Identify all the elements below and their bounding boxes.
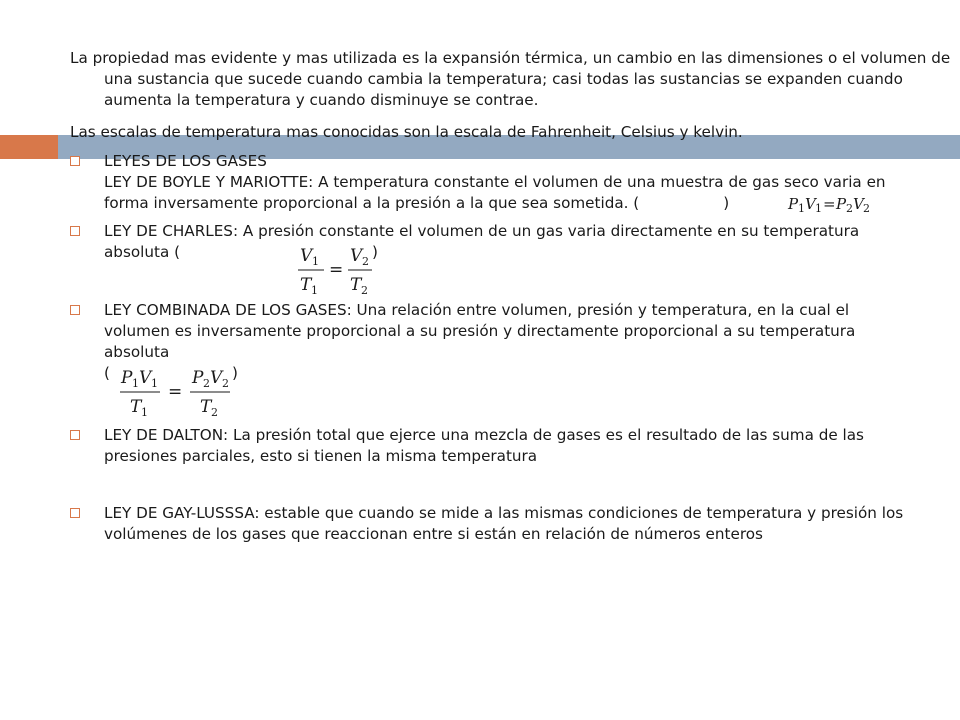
- svg-text:1: 1: [151, 377, 158, 390]
- list-item-dalton: [104, 425, 904, 467]
- bullet-square-icon: [70, 305, 80, 315]
- list-item-boyle: [104, 151, 904, 214]
- svg-text:V: V: [805, 195, 816, 213]
- svg-text:T: T: [130, 397, 142, 417]
- gay-lussac-text: LEY DE GAY-LUSSSA: estable que cuando se mide a las mismas condiciones de temperatura y presión los volúmenes de los gases que reaccionan entre si están en relación de números enteros: [104, 504, 904, 543]
- bullet-square-icon: [70, 508, 80, 518]
- svg-text:V: V: [210, 368, 223, 388]
- svg-text:=: =: [823, 195, 836, 213]
- svg-text:1: 1: [815, 202, 822, 215]
- svg-text:2: 2: [863, 202, 870, 215]
- svg-text:V: V: [350, 246, 363, 266]
- svg-text:2: 2: [362, 255, 369, 268]
- svg-text:=: =: [329, 260, 344, 280]
- formula-combinada: [118, 364, 244, 419]
- formula-boyle: [786, 193, 870, 215]
- combinada-text: LEY COMBINADA DE LOS GASES: Una relación entre volumen, presión y temperatura, en la cual el volumen es inversamente proporcional a su presión y directamente proporcional a su temperatura absoluta: [104, 301, 856, 361]
- bullet-square-icon: [70, 226, 80, 236]
- intro-paragraph-expansion: La propiedad mas evidente y mas utilizada es la expansión térmica, un cambio en las dimensiones o el volumen de una sustancia que sucede cuando cambia la temperatura; casi todas las sustancias se expanden cuando aumenta la temperatura y cuando disminuye se contrae.: [70, 49, 951, 109]
- bullet-square-icon: [70, 156, 80, 166]
- heading-leyes-gases: LEYES DE LOS GASES: [104, 152, 267, 170]
- dalton-text: LEY DE DALTON: La presión total que ejerce una mezcla de gases es el resultado de las suma de las presiones parciales, esto si tienen la misma temperatura: [104, 426, 864, 465]
- svg-text:V: V: [300, 246, 313, 266]
- svg-text:T: T: [350, 275, 362, 295]
- boyle-close-paren: ): [723, 194, 730, 212]
- combinada-open-paren: (: [104, 364, 110, 382]
- svg-text:=: =: [168, 382, 183, 402]
- list-item-charles: [104, 221, 904, 263]
- svg-text:P: P: [121, 368, 133, 388]
- bullet-square-icon: [70, 430, 80, 440]
- svg-text:1: 1: [312, 255, 319, 268]
- formula-charles: [296, 242, 382, 297]
- svg-text:V: V: [853, 195, 864, 213]
- svg-text:2: 2: [211, 406, 218, 419]
- svg-text:2: 2: [361, 284, 368, 297]
- svg-text:1: 1: [311, 284, 318, 297]
- svg-text:V: V: [139, 368, 152, 388]
- svg-text:1: 1: [798, 202, 805, 215]
- svg-text:2: 2: [222, 377, 229, 390]
- boyle-text: LEY DE BOYLE Y MARIOTTE: A temperatura constante el volumen de una muestra de gas seco varia en forma inversamente proporcional a la presión a la que sea sometida. (: [104, 173, 886, 212]
- svg-text:P: P: [192, 368, 204, 388]
- svg-text:T: T: [300, 275, 312, 295]
- charles-text: LEY DE CHARLES: A presión constante el volumen de un gas varia directamente en su temperatura absoluta (: [104, 222, 860, 261]
- list-item-combinada: [104, 300, 904, 363]
- svg-text:1: 1: [132, 377, 139, 390]
- svg-text:P: P: [788, 195, 799, 213]
- intro-paragraph-scales: Las escalas de temperatura mas conocidas son la escala de Fahrenheit, Celsius y kelvin.: [70, 123, 743, 141]
- svg-text:T: T: [200, 397, 212, 417]
- svg-text:P: P: [836, 195, 847, 213]
- combinada-close-paren: ): [232, 364, 238, 382]
- svg-text:2: 2: [846, 202, 853, 215]
- list-item-gay-lussac: [104, 503, 904, 545]
- charles-close-paren: ): [372, 243, 378, 261]
- svg-text:1: 1: [141, 406, 148, 419]
- svg-text:2: 2: [203, 377, 210, 390]
